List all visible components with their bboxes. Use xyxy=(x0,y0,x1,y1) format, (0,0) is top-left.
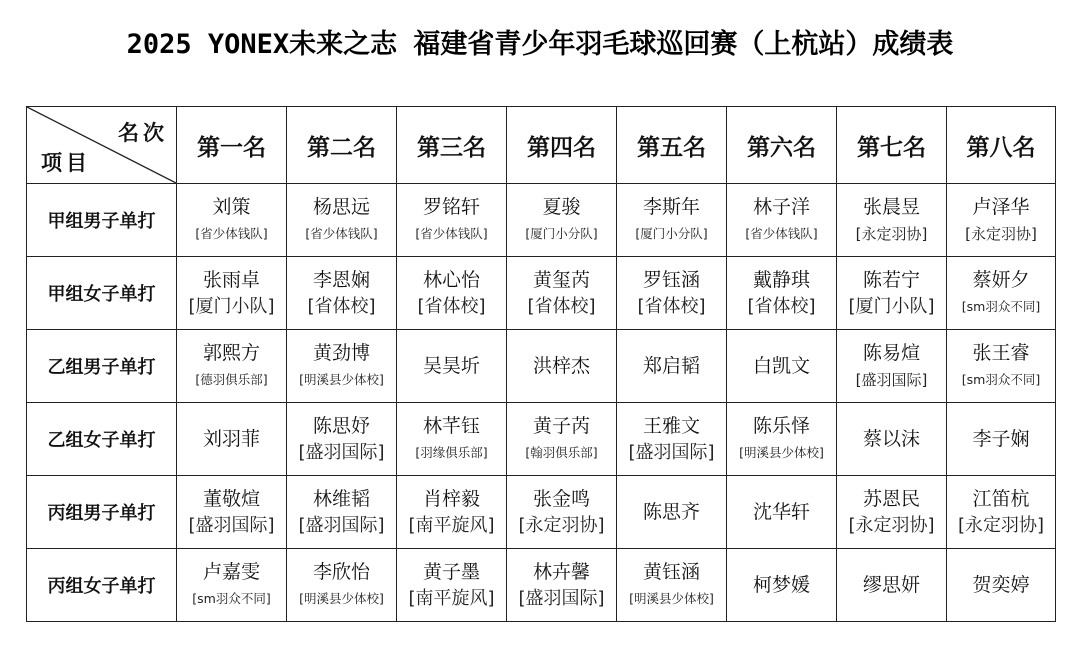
player-name: 戴静琪 xyxy=(752,269,810,291)
result-cell-content xyxy=(617,476,726,548)
result-cell xyxy=(287,257,397,330)
result-cell-content xyxy=(177,257,286,329)
player-team: [盛羽国际] xyxy=(298,442,385,463)
player-name: 林维韬 xyxy=(312,488,370,510)
player-name: 肖梓毅 xyxy=(422,488,480,510)
player-name: 刘策 xyxy=(212,196,251,218)
player-name: 陈思妤 xyxy=(312,415,370,437)
player-team: [明溪县少体校] xyxy=(299,372,384,387)
table-row xyxy=(27,257,1056,330)
result-cell-content xyxy=(947,257,1055,329)
result-cell xyxy=(727,549,837,622)
result-cell xyxy=(177,330,287,403)
player-team: [盛羽国际] xyxy=(188,515,275,536)
player-name: 林卉馨 xyxy=(532,561,590,583)
player-team: [厦门小队] xyxy=(848,296,935,317)
result-cell-content xyxy=(287,184,396,256)
player-name: 陈乐怿 xyxy=(752,415,810,437)
result-cell xyxy=(507,549,617,622)
player-team: [永定羽协] xyxy=(855,225,928,243)
result-cell xyxy=(837,257,947,330)
result-cell xyxy=(287,403,397,476)
result-cell xyxy=(727,403,837,476)
result-cell xyxy=(617,257,727,330)
result-cell xyxy=(177,403,287,476)
result-cell-content xyxy=(397,184,506,256)
player-team: [省体校] xyxy=(417,296,486,317)
result-cell-content xyxy=(837,184,946,256)
player-name: 陈若宁 xyxy=(862,269,920,291)
result-cell xyxy=(617,476,727,549)
result-cell xyxy=(397,330,507,403)
result-cell-content xyxy=(947,184,1055,256)
table-row xyxy=(27,403,1056,476)
result-cell-content xyxy=(947,476,1055,548)
player-team: [永定羽协] xyxy=(518,515,605,536)
player-name: 李子娴 xyxy=(972,428,1030,450)
rank-header: 第三名 xyxy=(397,107,507,184)
player-team: [省少体钱队] xyxy=(305,226,378,241)
rank-header: 第五名 xyxy=(617,107,727,184)
player-team: [省少体钱队] xyxy=(195,226,268,241)
result-cell xyxy=(617,549,727,622)
corner-header-cell xyxy=(27,107,177,184)
player-name: 林心怡 xyxy=(422,269,480,291)
result-cell xyxy=(177,476,287,549)
player-name: 郑启韬 xyxy=(642,355,700,377)
result-cell-content xyxy=(727,549,836,621)
result-cell-content xyxy=(947,403,1055,475)
player-name: 黄劲博 xyxy=(312,342,370,364)
player-team: [明溪县少体校] xyxy=(629,591,714,606)
result-cell xyxy=(507,403,617,476)
result-cell xyxy=(617,403,727,476)
player-name: 刘羽菲 xyxy=(202,428,260,450)
result-cell xyxy=(617,184,727,257)
result-cell-content xyxy=(397,257,506,329)
player-team: [明溪县少体校] xyxy=(739,445,824,460)
result-cell xyxy=(287,476,397,549)
player-name: 黄玺芮 xyxy=(532,269,590,291)
result-cell-content xyxy=(837,330,946,402)
player-name: 张金鸣 xyxy=(532,488,590,510)
result-cell-content xyxy=(507,403,616,475)
result-cell-content xyxy=(397,330,506,402)
player-team: [sm羽众不同] xyxy=(961,299,1041,314)
result-cell-content xyxy=(837,549,946,621)
player-name: 贺奕婷 xyxy=(972,574,1030,596)
player-team: [德羽俱乐部] xyxy=(195,372,268,387)
result-cell xyxy=(837,403,947,476)
player-team: [省体校] xyxy=(637,296,706,317)
result-cell xyxy=(507,330,617,403)
corner-event-label: 项目 xyxy=(41,150,91,175)
result-cell xyxy=(947,330,1056,403)
event-label: 丙组男子单打 xyxy=(27,476,177,549)
result-cell-content xyxy=(397,549,506,621)
rank-header: 第二名 xyxy=(287,107,397,184)
player-name: 洪梓杰 xyxy=(532,355,590,377)
player-name: 卢嘉雯 xyxy=(202,561,260,583)
player-team: [盛羽国际] xyxy=(298,515,385,536)
player-name: 郭熙方 xyxy=(202,342,260,364)
player-team: [省体校] xyxy=(747,296,816,317)
player-name: 罗铭轩 xyxy=(422,196,480,218)
result-cell xyxy=(947,257,1056,330)
rank-header: 第七名 xyxy=(837,107,947,184)
player-name: 张王睿 xyxy=(972,342,1030,364)
event-label: 乙组女子单打 xyxy=(27,403,177,476)
player-name: 缪思妍 xyxy=(862,574,920,596)
player-team: [盛羽国际] xyxy=(628,442,715,463)
result-cell xyxy=(727,257,837,330)
result-cell xyxy=(727,476,837,549)
player-team: [厦门小分队] xyxy=(635,226,708,241)
result-cell-content xyxy=(617,330,726,402)
result-cell-content xyxy=(837,257,946,329)
table-row xyxy=(27,184,1056,257)
result-cell xyxy=(177,257,287,330)
result-cell-content xyxy=(617,403,726,475)
player-team: [省少体钱队] xyxy=(745,226,818,241)
result-cell-content xyxy=(837,403,946,475)
event-label: 乙组男子单打 xyxy=(27,330,177,403)
page-title: 2025 YONEX未来之志 福建省青少年羽毛球巡回赛（上杭站）成绩表 xyxy=(126,29,954,60)
player-name: 李恩娴 xyxy=(312,269,370,291)
result-cell-content xyxy=(727,184,836,256)
table-row xyxy=(27,330,1056,403)
player-team: [翰羽俱乐部] xyxy=(525,445,598,460)
result-cell-content xyxy=(947,330,1055,402)
table-row xyxy=(27,549,1056,622)
player-team: [羽缘俱乐部] xyxy=(415,445,488,460)
result-cell-content xyxy=(727,476,836,548)
result-cell-content xyxy=(617,257,726,329)
player-name: 黄子芮 xyxy=(532,415,590,437)
event-label: 甲组男子单打 xyxy=(27,184,177,257)
player-name: 蔡妍夕 xyxy=(972,269,1030,291)
result-cell xyxy=(397,476,507,549)
player-team: [省少体钱队] xyxy=(415,226,488,241)
result-cell xyxy=(397,257,507,330)
result-cell xyxy=(177,549,287,622)
result-cell-content xyxy=(287,549,396,621)
results-body xyxy=(27,184,1056,622)
corner-rank-label: 名次 xyxy=(118,120,168,145)
result-cell xyxy=(397,549,507,622)
result-cell-content xyxy=(727,403,836,475)
result-cell-content xyxy=(177,549,286,621)
player-name: 卢泽华 xyxy=(972,196,1030,218)
event-label: 甲组女子单打 xyxy=(27,257,177,330)
result-cell-content xyxy=(947,549,1055,621)
player-team: [永定羽协] xyxy=(957,515,1045,536)
result-cell xyxy=(177,184,287,257)
table-row xyxy=(27,476,1056,549)
result-cell xyxy=(507,476,617,549)
player-team: [省体校] xyxy=(307,296,376,317)
result-cell xyxy=(397,403,507,476)
rank-header: 第六名 xyxy=(727,107,837,184)
player-team: [南平旋风] xyxy=(408,515,495,536)
result-cell-content xyxy=(837,476,946,548)
results-table xyxy=(26,106,1056,622)
header-row xyxy=(27,107,1056,184)
player-name: 黄钰涵 xyxy=(642,561,700,583)
event-label: 丙组女子单打 xyxy=(27,549,177,622)
player-name: 杨思远 xyxy=(312,196,370,218)
player-team: [sm羽众不同] xyxy=(961,372,1041,387)
player-team: [盛羽国际] xyxy=(855,371,928,389)
player-team: [省体校] xyxy=(527,296,596,317)
player-name: 张晨昱 xyxy=(862,196,920,218)
player-name: 沈华轩 xyxy=(752,501,810,523)
player-name: 李欣怡 xyxy=(312,561,370,583)
result-cell xyxy=(397,184,507,257)
result-cell-content xyxy=(507,330,616,402)
result-cell xyxy=(727,184,837,257)
result-cell xyxy=(507,184,617,257)
player-name: 陈易煊 xyxy=(862,342,920,364)
result-cell xyxy=(287,330,397,403)
result-cell xyxy=(837,476,947,549)
player-name: 江笛杭 xyxy=(972,488,1030,510)
result-cell-content xyxy=(287,257,396,329)
result-cell xyxy=(947,549,1056,622)
player-name: 王雅文 xyxy=(642,415,700,437)
result-cell-content xyxy=(287,330,396,402)
result-cell-content xyxy=(397,403,506,475)
result-cell xyxy=(837,549,947,622)
player-team: [永定羽协] xyxy=(848,515,935,536)
player-team: [厦门小队] xyxy=(188,296,275,317)
player-name: 林芊钰 xyxy=(422,415,480,437)
result-cell-content xyxy=(507,549,616,621)
result-cell xyxy=(507,257,617,330)
result-cell xyxy=(287,184,397,257)
player-team: [南平旋风] xyxy=(408,588,495,609)
player-team: [明溪县少体校] xyxy=(299,591,384,606)
player-name: 白凯文 xyxy=(752,355,810,377)
player-name: 李斯年 xyxy=(642,196,700,218)
player-name: 林子洋 xyxy=(752,196,810,218)
result-cell xyxy=(727,330,837,403)
player-name: 柯梦媛 xyxy=(752,574,810,596)
result-cell-content xyxy=(177,403,286,475)
result-cell-content xyxy=(617,549,726,621)
result-cell xyxy=(837,330,947,403)
result-cell-content xyxy=(507,476,616,548)
result-cell-content xyxy=(397,476,506,548)
player-team: [盛羽国际] xyxy=(518,588,605,609)
rank-header: 第一名 xyxy=(177,107,287,184)
player-team: [厦门小分队] xyxy=(525,226,598,241)
result-cell-content xyxy=(507,184,616,256)
player-name: 罗钰涵 xyxy=(642,269,700,291)
player-name: 张雨卓 xyxy=(202,269,260,291)
result-cell-content xyxy=(177,476,286,548)
player-name: 吴昊圻 xyxy=(422,355,480,377)
result-cell-content xyxy=(287,403,396,475)
result-cell-content xyxy=(507,257,616,329)
result-cell xyxy=(837,184,947,257)
player-team: [永定羽协] xyxy=(965,225,1037,243)
result-cell-content xyxy=(177,184,286,256)
rank-header: 第八名 xyxy=(947,107,1056,184)
result-cell xyxy=(947,476,1056,549)
rank-header: 第四名 xyxy=(507,107,617,184)
result-cell-content xyxy=(727,330,836,402)
result-cell-content xyxy=(287,476,396,548)
result-cell xyxy=(617,330,727,403)
player-name: 陈思齐 xyxy=(642,501,700,523)
result-cell xyxy=(287,549,397,622)
result-cell-content xyxy=(617,184,726,256)
player-team: [sm羽众不同] xyxy=(192,591,271,606)
result-cell xyxy=(947,403,1056,476)
player-name: 蔡以沫 xyxy=(862,428,920,450)
result-cell xyxy=(947,184,1056,257)
player-name: 黄子墨 xyxy=(422,561,480,583)
result-cell-content xyxy=(177,330,286,402)
player-name: 苏恩民 xyxy=(862,488,920,510)
player-name: 董敬煊 xyxy=(202,488,260,510)
result-cell-content xyxy=(727,257,836,329)
player-name: 夏骏 xyxy=(542,196,581,218)
